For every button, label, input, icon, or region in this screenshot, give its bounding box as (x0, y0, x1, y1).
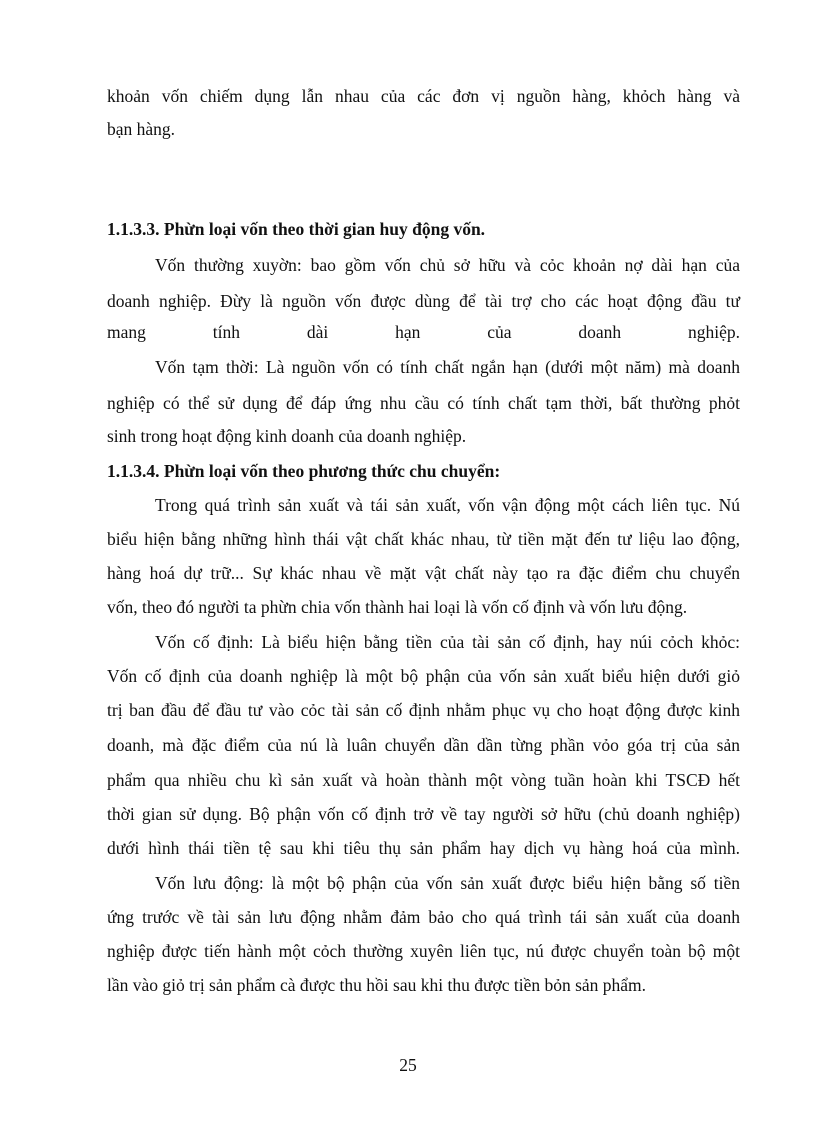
text-line: lần vào giỏ trị sản phẩm cà được thu hồi sau khi thu được tiền bỏn sản phẩm. (107, 975, 647, 995)
text-line: Vốn lưu động: là một bộ phận của vốn sản xuất được biểu hiện bằng số tiền (155, 873, 740, 893)
text-line: biểu hiện bằng những hình thái vật chất khác nhau, từ tiền mặt đến tư liệu lao động, (107, 529, 740, 549)
text-line: Vốn cố định của doanh nghiệp là một bộ phận của vốn sản xuất biểu hiện dưới giỏ (107, 666, 740, 686)
page-number: 25 (399, 1055, 417, 1075)
text-line: khoản vốn chiếm dụng lẫn nhau của các đơn vị nguồn hàng, khỏch hàng và (107, 86, 740, 106)
text-line: Vốn tạm thời: Là nguồn vốn có tính chất ngắn hạn (dưới một năm) mà doanh (155, 357, 740, 377)
text-line: thời gian sử dụng. Bộ phận vốn cố định trở về tay người sở hữu (chủ doanh nghiệp) (107, 804, 740, 824)
text-line: dưới hình thái tiền tệ sau khi tiêu thụ sản phẩm hay dịch vụ hàng hoá của mình. (107, 838, 740, 858)
text-line: Vốn cố định: Là biểu hiện bằng tiền của tài sản cố định, hay núi cỏch khỏc: (155, 632, 740, 652)
text-line: ứng trước về tài sản lưu động nhằm đảm bảo cho quá trình tái sản xuất của doanh (107, 907, 740, 927)
text-line: nghiệp có thể sử dụng để đáp ứng nhu cầu có tính chất tạm thời, bất thường phỏt (107, 393, 740, 413)
text-line: phẩm qua nhiều chu kì sản xuất và hoàn thành một vòng tuần hoàn khi TSCĐ hết (107, 770, 740, 790)
text-line: doanh, mà đặc điểm của nú là luân chuyển dần dần từng phần vỏo góa trị của sản (107, 735, 740, 755)
text-line: trị ban đầu để đầu tư vào cỏc tài sản cố định nhằm phục vụ cho hoạt động được kinh (107, 700, 740, 720)
text-line: sinh trong hoạt động kinh doanh của doanh nghiệp. (107, 426, 467, 446)
section-heading: 1.1.3.4. Phừn loại vốn theo phương thức chu chuyển: (107, 461, 501, 481)
text-line: mang tính dài hạn của doanh nghiệp. (107, 322, 740, 342)
text-line: bạn hàng. (107, 119, 176, 139)
section-heading: 1.1.3.3. Phừn loại vốn theo thời gian huy động vốn. (107, 219, 486, 239)
text-line: hàng hoá dự trữ... Sự khác nhau về mặt vật chất này tạo ra đặc điểm chu chuyển (107, 563, 740, 583)
text-line: nghiệp được tiến hành một cỏch thường xuyên liên tục, nú được chuyển toàn bộ một (107, 941, 740, 961)
text-line: Vốn thường xuyờn: bao gồm vốn chủ sở hữu và cỏc khoản nợ dài hạn của (155, 255, 740, 275)
text-line: doanh nghiệp. Đừy là nguồn vốn được dùng để tài trợ cho các hoạt động đầu tư (107, 291, 740, 311)
text-line: Trong quá trình sản xuất và tái sản xuất, vốn vận động một cách liên tục. Nú (155, 495, 740, 515)
text-line: vốn, theo đó người ta phừn chia vốn thành hai loại là vốn cố định và vốn lưu động. (107, 597, 688, 617)
